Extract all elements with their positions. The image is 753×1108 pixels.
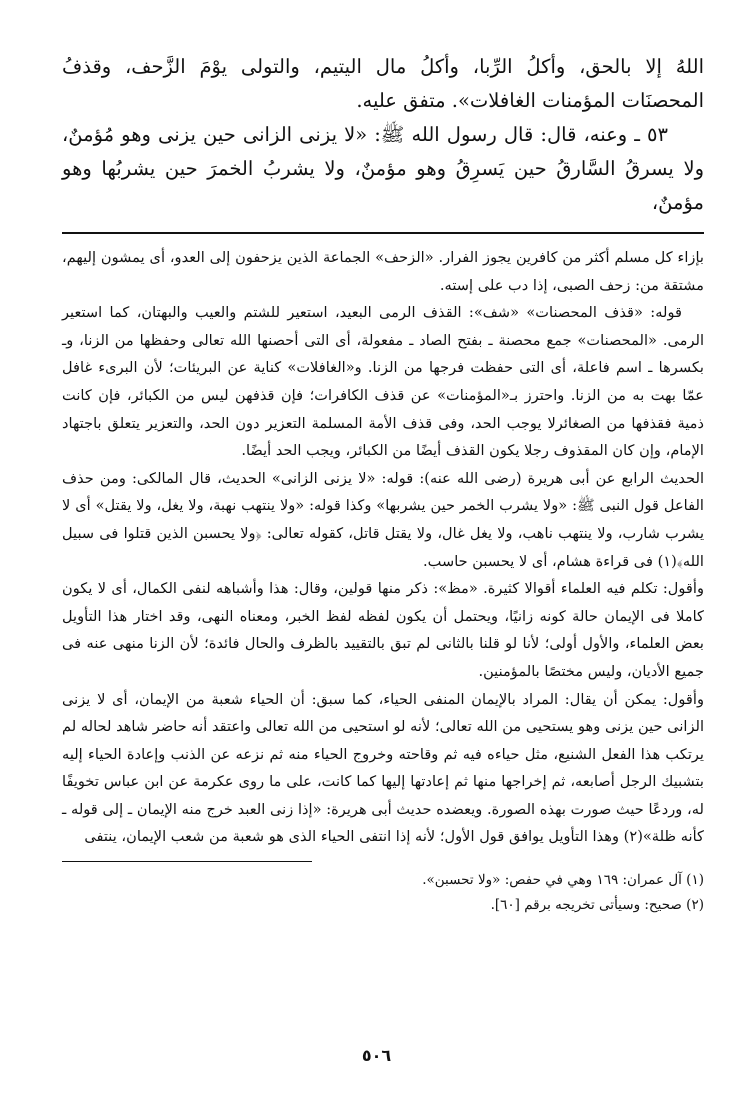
footnote-rule [62,861,312,862]
footnote-1: (١) آل عمران: ١٦٩ وهي في حفص: «ولا تحسبن». [422,872,704,889]
hadith-paragraph-1: اللهُ إلا بالحق، وأكلُ الرِّبا، وأكلُ مال اليتيم، والتولى يوْمَ الزَّحف، وقذفُ المحصنَات المؤمنات الغافلات». متفق عليه. [62,55,704,112]
footnote-2: (٢) صحيح: وسيأتى تخريجه برقم [٦٠]. [490,897,704,914]
hadith-text [62,50,704,220]
separator-rule [62,232,704,234]
commentary-paragraph: قوله: «قذف المحصنات» «شف»: القذف الرمى البعيد، استعير للشتم والعيب والبهتان، كما استعير الرمى. «المحصنات» جمع محصنة ـ بفتح الصاد ـ مفعولة، أى التى أحصنها الله تعالى وحفظها من الزنا، وـ بكسرها ـ اسم فاعلة، أى التى حفظت فرجها من الزنا. و«الغافلات» كناية عن البريئات؛ لأن البرىء غافل عمّا بهت به من الزنا. واحترز بـ«المؤمنات» عن قذف الكافرات؛ فإن قذفهن ليس من الكبائر، فإن كانت ذمية فقذفها من الصغائرلا يوجب الحد، وفى قذف الأمة المسلمة التعزير دون الحد، والتعزير يتعلق باجتهاد الإمام، وإن كان المقذوف رجلا يكون القذف أيضًا من الكبائر، ويجب الحد أيضًا. [62,304,704,460]
footnotes [62,868,704,918]
commentary-paragraph: بإزاء كل مسلم أكثر من كافرين يجوز الفرار. «الزحف» الجماعة الذين يزحفون إلى العدو، أى يمشون إليهم، مشتقة من: زحف الصبى، إذا دب على إسته. [62,249,704,294]
page [62,50,704,918]
page-number: ٥٠٦ [361,1046,392,1065]
commentary-paragraph: وأقول: يمكن أن يقال: المراد بالإيمان المنفى الحياء، كما سبق: أن الحياء شعبة من الإيمان، أى لا يزنى الزانى حين يزنى وهو يستحيى من الله تعالى؛ لأنه لو استحيى من الله تعالى واعتقد أنه حاضر شاهد لحاله لم يرتكب هذا الفعل الشنيع، مثل حياءه فيه ثم وقاحته وخروج الحياء منه ثم نزعه عن الذنب وإعادة الحياء إليه بتشبيك الرجل أصابعه، ثم إخراجها منها ثم إعادتها إليها كما كانت، على ما روى عكرمة عن ابن عباس تخويفًا له، وردعًا حيث صورت بهذه الصورة. ويعضده حديث أبى هريرة: «إذا زنى العبد خرج منه الإيمان ـ إلى قوله ـ كأنه ظلة»(٢) وهذا التأويل يوافق قول الأول؛ لأنه إذا انتفى الحياء الذى هو شعبة من شعب الإيمان، ينتفى [62,690,704,846]
commentary [62,244,704,851]
commentary-paragraph: الحديث الرابع عن أبى هريرة (رضى الله عنه): قوله: «لا يزنى الزانى» الحديث، قال المالكى: ومن حذف الفاعل قول النبى ﷺ: «ولا يشرب الخمر حين يشربها» وكذا قوله: «ولا ينتهب نهبة، ولا يغل، ولا يقتل» أى لا يشرب شارب، ولا ينتهب ناهب، ولا يغل غال، ولا يقتل قاتل، كقوله تعالى: ﴿ولا يحسبن الذين قتلوا فى سبيل الله﴾(١) فى قراءة هشام، أى لا يحسبن حاسب. [62,469,704,570]
hadith-paragraph-2: ٥٣ ـ وعنه، قال: قال رسول الله ﷺ: «لا يزنى الزانى حين يزنى وهو مُؤمنٌ، ولا يسرقُ السَّارقُ حين يَسرِقُ وهو مؤمنٌ، ولا يشربُ الخمرَ حين يشربُها وهو مؤمنٌ، [62,123,704,214]
commentary-paragraph: وأقول: تكلم فيه العلماء أقوالا كثيرة. «مظ»: ذكر منها قولين، وقال: هذا وأشباهه لنفى الكمال، أى لا يكون كاملا فى الإيمان حالة كونه زانيًا، ويحتمل أن يكون لفظه لفظ الخبر، ومعناه النهى، وقد اختار هذا التأويل بعض العلماء، والأول أولى؛ لأنا لو قلنا بالثانى لم تبق بالتقييد بالظرف والحال فائدة؛ لأن الزنا منهى عنه فى جميع الأديان، وليس مختصًا بالمؤمنين. [62,580,704,680]
